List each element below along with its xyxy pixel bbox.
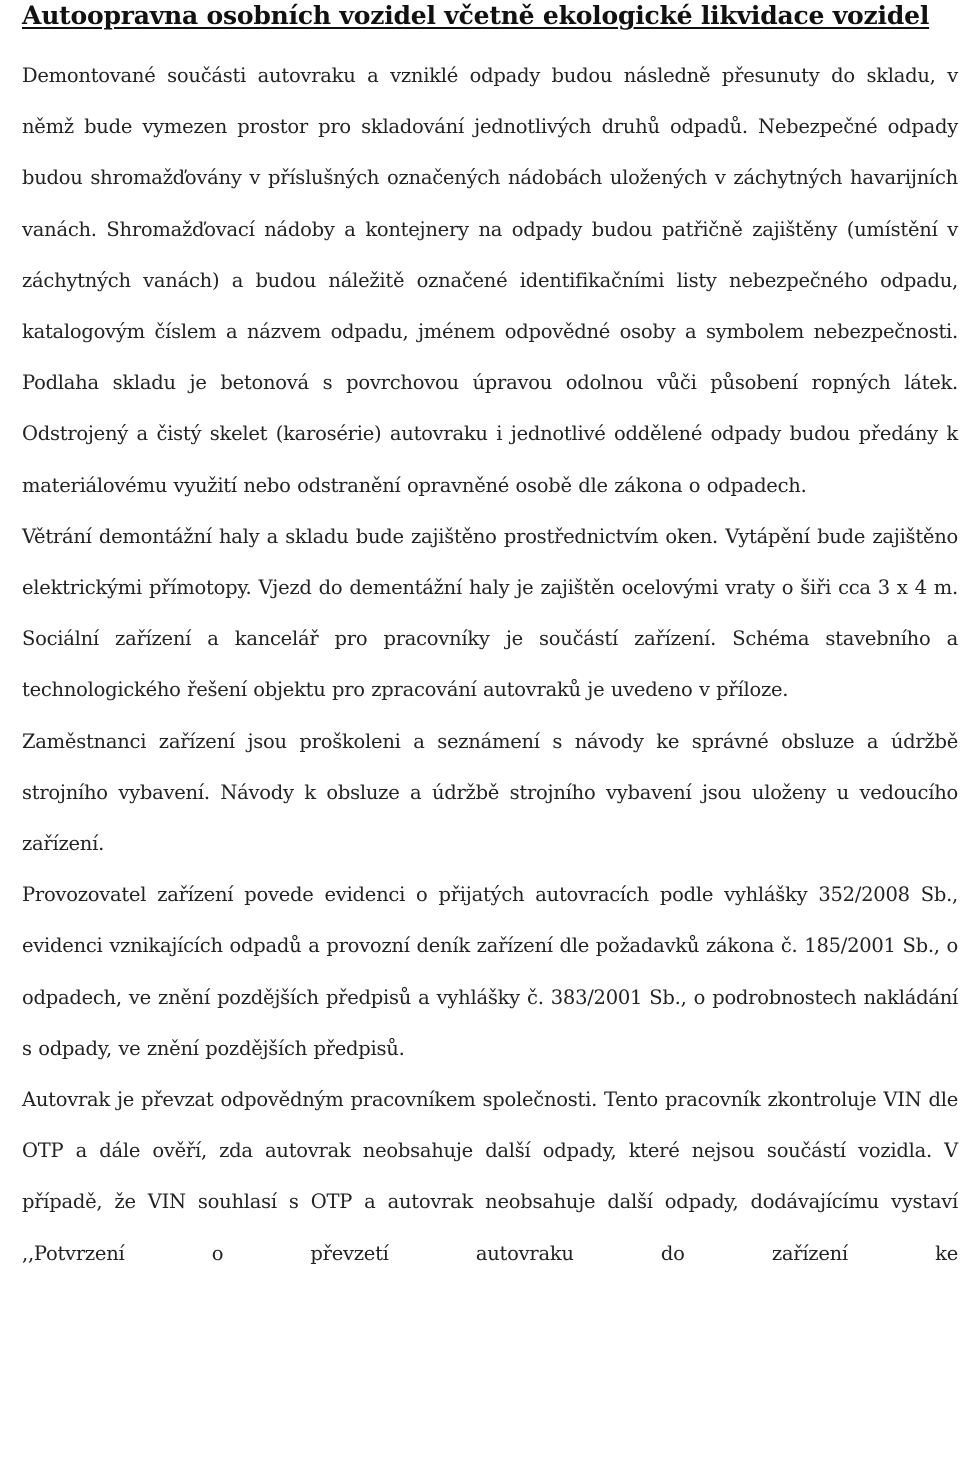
paragraph-records-keeping: Provozovatel zařízení povede evidenci o přijatých autovracích podle vyhlášky 352/2008 Sb., evidenci vznikajících odpadů a provozní deník zařízení dle požadavků zákona č. 185/2001 Sb., o odpadech, ve znění pozdějších předpisů a vyhlášky č. 383/2001 Sb., o podrobnostech nakládání s odpady, ve znění pozdějších předpisů. [22,883,958,1060]
paragraph-staff-training: Zaměstnanci zařízení jsou proškoleni a seznámení s návody ke správné obsluze a údržbě strojního vybavení. Návody k obsluze a údržbě strojního vybavení jsou uloženy u vedoucího zařízení. [22,729,958,856]
document-page [22,0,958,1279]
paragraph-vehicle-intake: Autovrak je převzat odpovědným pracovníkem společnosti. Tento pracovník zkontroluje VIN dle OTP a dále ověří, zda autovrak neobsahuje další odpady, které nejsou součástí vozidla. V případě, že VIN souhlasí s OTP a autovrak neobsahuje další odpady, dodávajícímu vystaví ,,Potvrzení o převzetí autovraku do zařízení ke [22,1088,958,1265]
paragraph-dismantled-parts-storage: Demontované součásti autovraku a vzniklé odpady budou následně přesunuty do skladu, v němž bude vymezen prostor pro skladování jednotlivých druhů odpadů. Nebezpečné odpady budou shromažďovány v příslušných označených nádobách uložených v záchytných havarijních vanách. Shromažďovací nádoby a kontejnery na odpady budou patřičně zajištěny (umístění v záchytných vanách) a budou náležitě označené identifikačními listy nebezpečného odpadu, katalogovým číslem a názvem odpadu, jménem odpovědné osoby a symbolem nebezpečnosti. Podlaha skladu je betonová s povrchovou úpravou odolnou vůči působení ropných látek. Odstrojený a čistý skelet (karosérie) autovraku i jednotlivé oddělené odpady budou předány k materiálovému využití nebo odstranění opravněné osobě dle zákona o odpadech. [22,64,958,497]
paragraph-ventilation-heating: Větrání demontážní haly a skladu bude zajištěno prostřednictvím oken. Vytápění bude zajištěno elektrickými přímotopy. Vjezd do dementážní haly je zajištěn ocelovými vraty o šiři cca 3 x 4 m. Sociální zařízení a kancelář pro pracovníky je součástí zařízení. Schéma stavebního a technologického řešení objektu pro zpracování autovraků je uvedeno v příloze. [22,524,958,702]
document-heading: Autoopravna osobních vozidel včetně ekologické likvidace vozidel [22,1,930,30]
